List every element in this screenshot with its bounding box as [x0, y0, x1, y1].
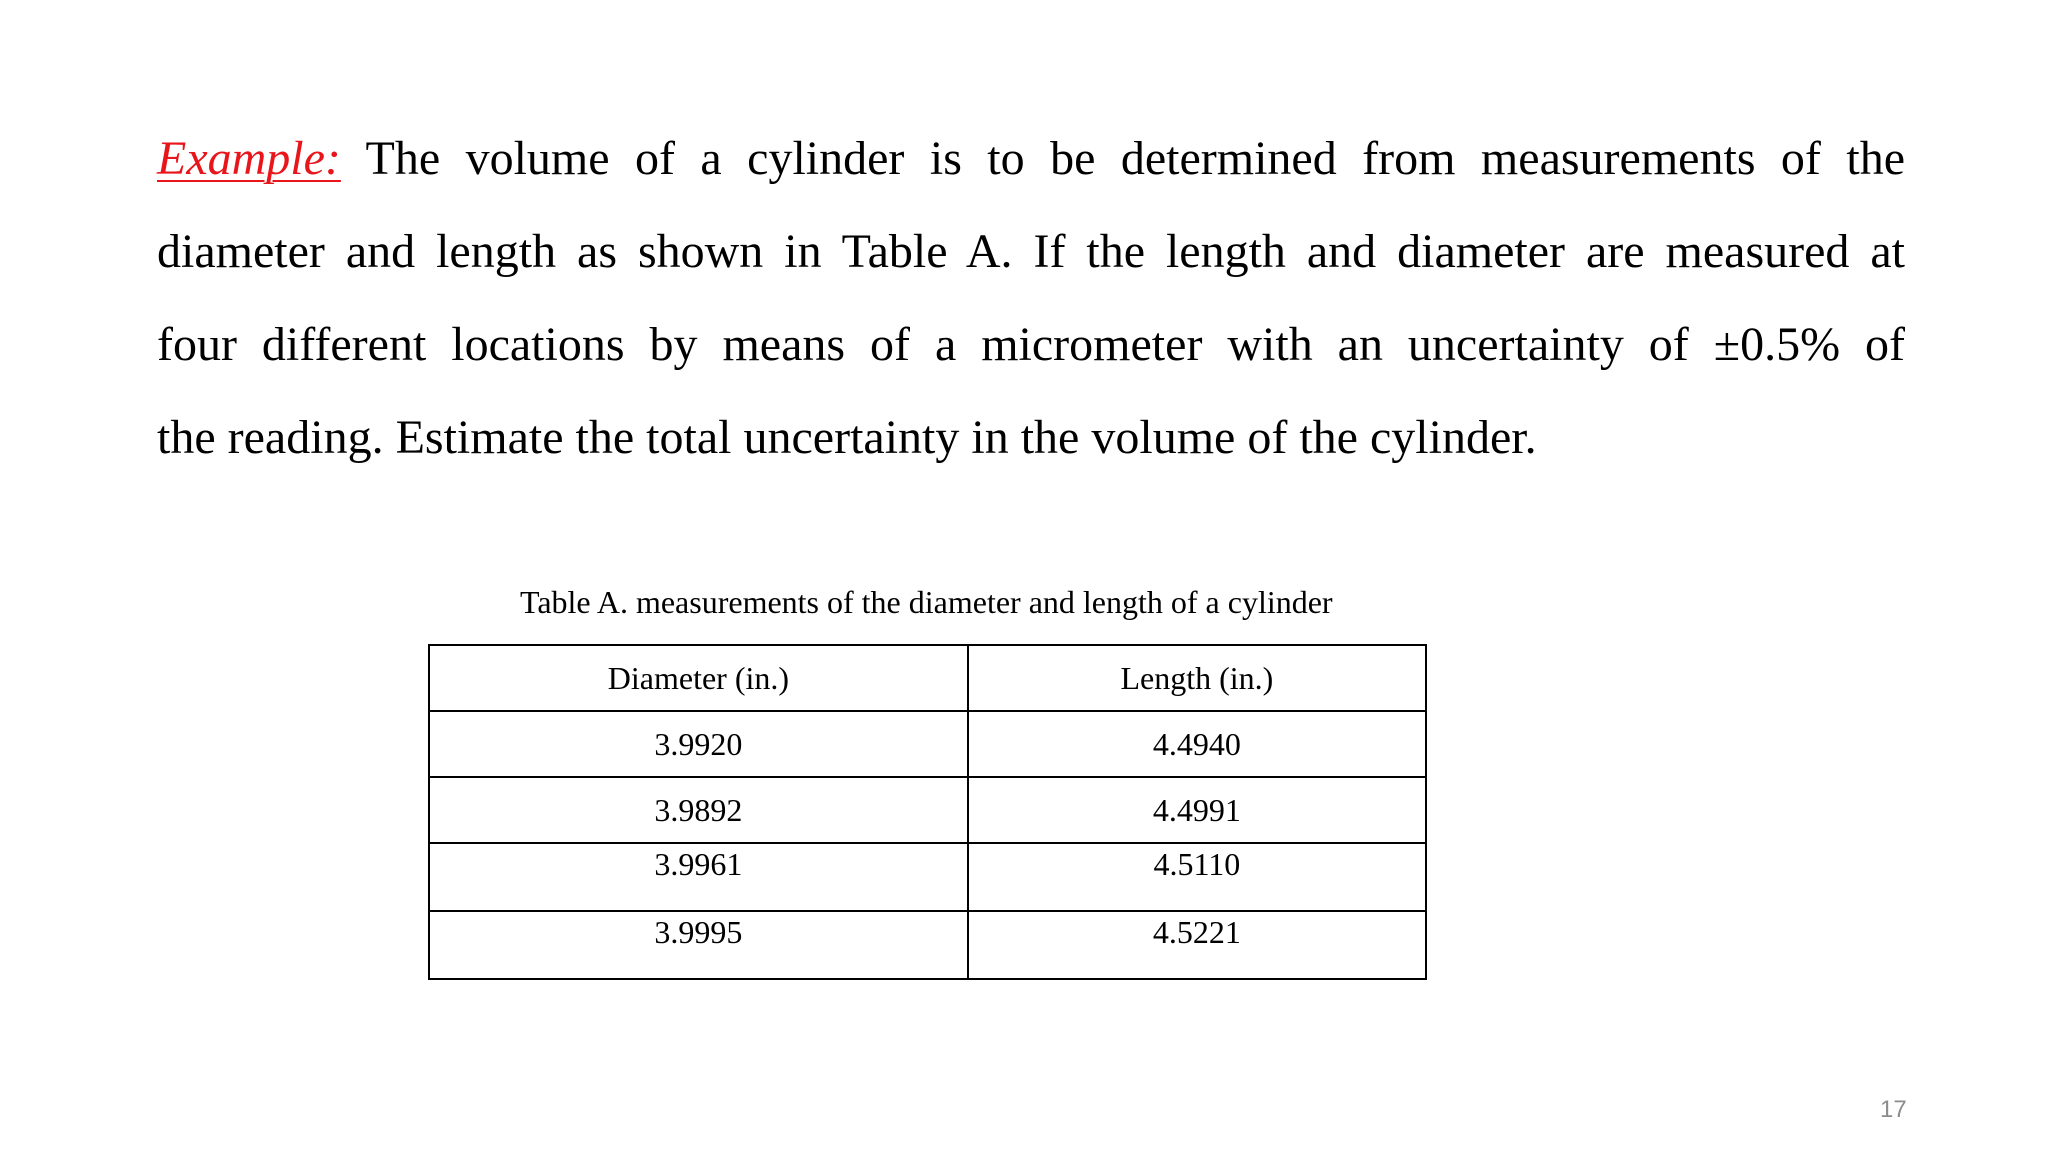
table-row [429, 843, 1426, 911]
cell-diameter: 3.9995 [429, 911, 968, 979]
table-row [429, 911, 1426, 979]
cell-length: 4.4991 [968, 777, 1426, 843]
cell-length: 4.4940 [968, 711, 1426, 777]
table-row [429, 711, 1426, 777]
cell-diameter: 3.9961 [429, 843, 968, 911]
statement-line-1-text: The volume of a cylinder is to be determined from measurements of the [365, 132, 1905, 185]
example-label: Example: [157, 132, 341, 185]
measurements-table [428, 644, 1427, 980]
cell-length: 4.5221 [968, 911, 1426, 979]
page-number: 17 [1880, 1096, 1907, 1123]
table-header-row [429, 645, 1426, 711]
statement-line-1 [157, 112, 1905, 205]
cell-length: 4.5110 [968, 843, 1426, 911]
cell-diameter: 3.9892 [429, 777, 968, 843]
header-length: Length (in.) [968, 645, 1426, 711]
cell-diameter: 3.9920 [429, 711, 968, 777]
table-caption: Table A. measurements of the diameter and length of a cylinder [520, 584, 1333, 620]
problem-statement [157, 112, 1905, 484]
statement-line-3: four different locations by means of a micrometer with an uncertainty of ±0.5% of [157, 318, 1905, 371]
statement-line-4: the reading. Estimate the total uncertainty in the volume of the cylinder. [157, 411, 1537, 464]
table-row [429, 777, 1426, 843]
header-diameter: Diameter (in.) [429, 645, 968, 711]
statement-line-2: diameter and length as shown in Table A. If the length and diameter are measured at [157, 225, 1905, 278]
